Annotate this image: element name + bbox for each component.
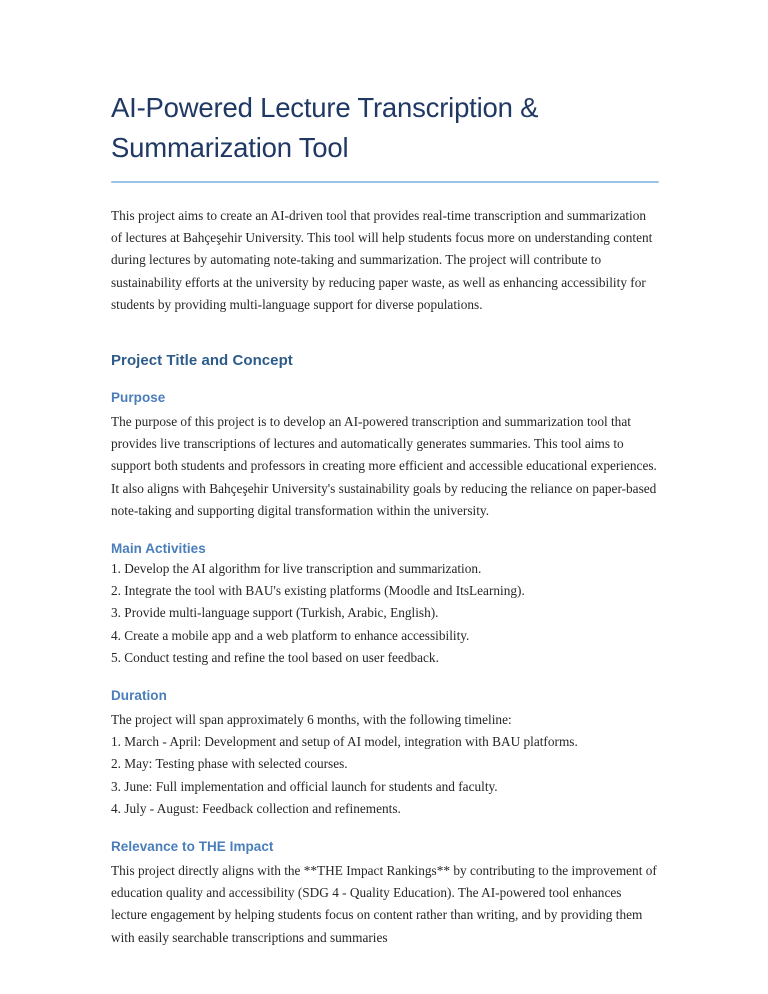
page-title bbox=[111, 0, 631, 168]
list-item: 4. Create a mobile app and a web platform to enhance accessibility. bbox=[111, 627, 470, 643]
duration-list bbox=[111, 731, 659, 820]
heading-project-title-and-concept: Project Title and Concept bbox=[111, 352, 293, 370]
list-item: 1. Develop the AI algorithm for live transcription and summarization. bbox=[111, 561, 482, 577]
list-item: 5. Conduct testing and refine the tool based on user feedback. bbox=[111, 649, 439, 665]
purpose-paragraph: The purpose of this project is to develop an AI-powered transcription and summarization tool that provides live transcriptions of lectures and automatically generates summaries. This tool aims to support both students and professors in creating more efficient and accessible educational experiences. It also aligns with Bahçeşehir University's sustainability goals by reducing the reliance on paper-based note-taking and supporting digital transformation within the university. bbox=[111, 414, 657, 518]
page-title-line-2: Summarization Tool bbox=[111, 132, 349, 163]
list-item: 3. Provide multi-language support (Turkish, Arabic, English). bbox=[111, 605, 439, 621]
list-item: 2. Integrate the tool with BAU's existing platforms (Moodle and ItsLearning). bbox=[111, 583, 525, 599]
duration-lead-line: The project will span approximately 6 months, with the following timeline: bbox=[111, 712, 512, 728]
heading-duration: Duration bbox=[111, 688, 167, 704]
heading-relevance-to-the-impact: Relevance to THE Impact bbox=[111, 839, 274, 855]
heading-purpose: Purpose bbox=[111, 390, 166, 406]
heading-main-activities: Main Activities bbox=[111, 541, 206, 557]
main-activities-list bbox=[111, 558, 659, 669]
list-item: 3. June: Full implementation and official launch for students and faculty. bbox=[111, 778, 498, 794]
page-title-line-1: AI-Powered Lecture Transcription & bbox=[111, 92, 539, 123]
document-content bbox=[111, 0, 659, 949]
list-item: 1. March - April: Development and setup of AI model, integration with BAU platforms. bbox=[111, 734, 578, 750]
list-item: 4. July - August: Feedback collection and refinements. bbox=[111, 800, 401, 816]
intro-paragraph: This project aims to create an AI-driven tool that provides real-time transcription and summarization of lectures at Bahçeşehir University. This tool will help students focus more on understanding content during lectures by automating note-taking and summarization. The project will contribute to sustainability efforts at the university by reducing paper waste, as well as enhancing accessibility for students by providing multi-language support for diverse populations. bbox=[111, 208, 653, 312]
relevance-paragraph: This project directly aligns with the **THE Impact Rankings** by contributing to the improvement of education quality and accessibility (SDG 4 - Quality Education). The AI-powered tool enhances lecture engagement by helping students focus on content rather than writing, and by providing them with easily searchable transcriptions and summaries bbox=[111, 863, 657, 945]
list-item: 2. May: Testing phase with selected courses. bbox=[111, 756, 348, 772]
